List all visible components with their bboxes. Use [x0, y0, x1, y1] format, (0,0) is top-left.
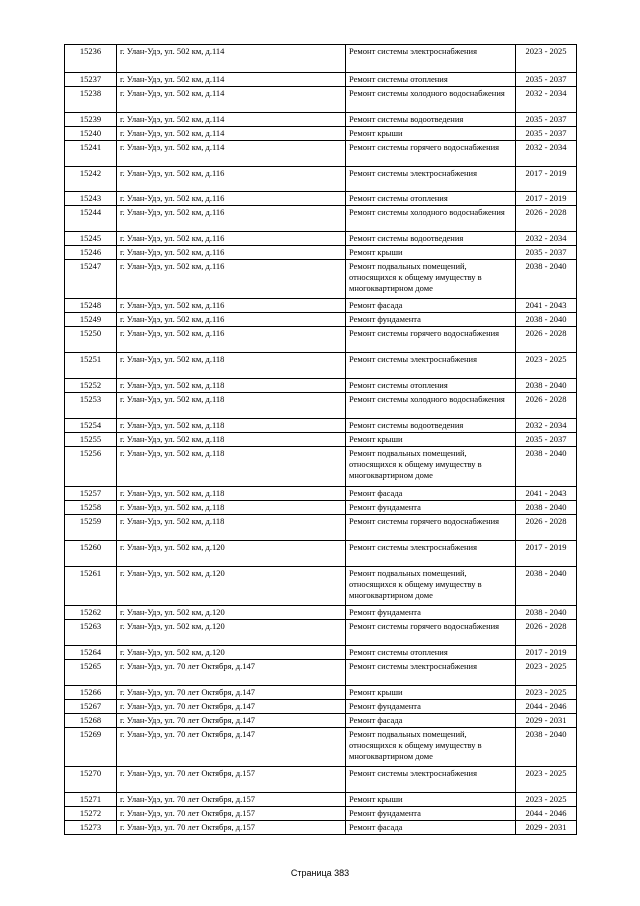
row-id: 15243 [65, 192, 117, 206]
row-work-type: Ремонт системы отопления [346, 646, 516, 660]
row-id: 15247 [65, 260, 117, 299]
row-work-type: Ремонт фасада [346, 821, 516, 835]
row-address: г. Улан-Удэ, ул. 502 км, д.116 [117, 313, 346, 327]
row-id: 15254 [65, 419, 117, 433]
row-period: 2026 - 2028 [516, 515, 577, 541]
table-row [65, 232, 577, 246]
row-id: 15250 [65, 327, 117, 353]
row-work-type: Ремонт крыши [346, 686, 516, 700]
table-row [65, 541, 577, 567]
row-id: 15249 [65, 313, 117, 327]
page-number: Страница 383 [290, 868, 350, 878]
table-body [65, 45, 577, 835]
table-row [65, 515, 577, 541]
row-address: г. Улан-Удэ, ул. 502 км, д.116 [117, 260, 346, 299]
row-id: 15236 [65, 45, 117, 73]
table-row [65, 767, 577, 793]
row-work-type: Ремонт системы холодного водоснабжения [346, 206, 516, 232]
row-address: г. Улан-Удэ, ул. 70 лет Октября, д.157 [117, 807, 346, 821]
table-row [65, 419, 577, 433]
row-period: 2026 - 2028 [516, 327, 577, 353]
row-address: г. Улан-Удэ, ул. 502 км, д.118 [117, 419, 346, 433]
row-period: 2017 - 2019 [516, 167, 577, 192]
table-row [65, 620, 577, 646]
table-row [65, 793, 577, 807]
table-row [65, 206, 577, 232]
row-id: 15265 [65, 660, 117, 686]
row-period: 2041 - 2043 [516, 299, 577, 313]
row-address: г. Улан-Удэ, ул. 502 км, д.116 [117, 232, 346, 246]
row-period: 2044 - 2046 [516, 700, 577, 714]
table-row [65, 606, 577, 620]
row-work-type: Ремонт системы холодного водоснабжения [346, 393, 516, 419]
row-id: 15251 [65, 353, 117, 379]
row-period: 2038 - 2040 [516, 567, 577, 606]
row-address: г. Улан-Удэ, ул. 502 км, д.120 [117, 620, 346, 646]
row-period: 2038 - 2040 [516, 260, 577, 299]
row-work-type: Ремонт крыши [346, 246, 516, 260]
row-work-type: Ремонт фасада [346, 487, 516, 501]
row-period: 2035 - 2037 [516, 113, 577, 127]
row-id: 15255 [65, 433, 117, 447]
row-address: г. Улан-Удэ, ул. 502 км, д.116 [117, 246, 346, 260]
row-work-type: Ремонт системы электроснабжения [346, 167, 516, 192]
row-id: 15260 [65, 541, 117, 567]
row-period: 2038 - 2040 [516, 379, 577, 393]
row-address: г. Улан-Удэ, ул. 502 км, д.118 [117, 379, 346, 393]
row-work-type: Ремонт крыши [346, 127, 516, 141]
table-row [65, 487, 577, 501]
row-address: г. Улан-Удэ, ул. 502 км, д.120 [117, 541, 346, 567]
row-work-type: Ремонт системы горячего водоснабжения [346, 327, 516, 353]
row-address: г. Улан-Удэ, ул. 502 км, д.118 [117, 515, 346, 541]
row-id: 15242 [65, 167, 117, 192]
row-id: 15272 [65, 807, 117, 821]
row-address: г. Улан-Удэ, ул. 70 лет Октября, д.147 [117, 660, 346, 686]
row-period: 2038 - 2040 [516, 728, 577, 767]
row-period: 2032 - 2034 [516, 87, 577, 113]
row-work-type: Ремонт фундамента [346, 501, 516, 515]
row-work-type: Ремонт системы электроснабжения [346, 767, 516, 793]
row-period: 2017 - 2019 [516, 192, 577, 206]
row-id: 15267 [65, 700, 117, 714]
table-row [65, 299, 577, 313]
row-address: г. Улан-Удэ, ул. 502 км, д.118 [117, 353, 346, 379]
table-row [65, 113, 577, 127]
row-address: г. Улан-Удэ, ул. 502 км, д.118 [117, 433, 346, 447]
row-address: г. Улан-Удэ, ул. 502 км, д.116 [117, 192, 346, 206]
row-id: 15257 [65, 487, 117, 501]
row-id: 15240 [65, 127, 117, 141]
row-work-type: Ремонт крыши [346, 433, 516, 447]
row-id: 15238 [65, 87, 117, 113]
row-id: 15237 [65, 73, 117, 87]
row-work-type: Ремонт системы электроснабжения [346, 541, 516, 567]
table-row [65, 379, 577, 393]
row-address: г. Улан-Удэ, ул. 70 лет Октября, д.157 [117, 793, 346, 807]
table-row [65, 567, 577, 606]
row-work-type: Ремонт крыши [346, 793, 516, 807]
table-row [65, 353, 577, 379]
row-period: 2044 - 2046 [516, 807, 577, 821]
row-period: 2029 - 2031 [516, 714, 577, 728]
row-address: г. Улан-Удэ, ул. 502 км, д.116 [117, 327, 346, 353]
row-work-type: Ремонт подвальных помещений, относящихся к общему имуществу в многоквартирном доме [346, 447, 516, 487]
row-period: 2035 - 2037 [516, 73, 577, 87]
row-work-type: Ремонт подвальных помещений, относящихся к общему имуществу в многоквартирном доме [346, 260, 516, 299]
row-id: 15246 [65, 246, 117, 260]
row-work-type: Ремонт системы отопления [346, 73, 516, 87]
row-address: г. Улан-Удэ, ул. 70 лет Октября, д.147 [117, 700, 346, 714]
row-address: г. Улан-Удэ, ул. 70 лет Октября, д.157 [117, 767, 346, 793]
row-work-type: Ремонт системы отопления [346, 379, 516, 393]
table-row [65, 73, 577, 87]
table-row [65, 246, 577, 260]
row-id: 15239 [65, 113, 117, 127]
row-period: 2017 - 2019 [516, 646, 577, 660]
row-work-type: Ремонт фундамента [346, 700, 516, 714]
row-id: 15268 [65, 714, 117, 728]
table-row [65, 327, 577, 353]
row-work-type: Ремонт системы электроснабжения [346, 45, 516, 73]
row-work-type: Ремонт системы горячего водоснабжения [346, 620, 516, 646]
row-address: г. Улан-Удэ, ул. 502 км, д.114 [117, 141, 346, 167]
table-row [65, 447, 577, 487]
row-period: 2026 - 2028 [516, 620, 577, 646]
row-work-type: Ремонт фасада [346, 299, 516, 313]
table-row [65, 127, 577, 141]
table-row [65, 393, 577, 419]
row-work-type: Ремонт системы горячего водоснабжения [346, 515, 516, 541]
table-row [65, 728, 577, 767]
row-id: 15273 [65, 821, 117, 835]
row-id: 15262 [65, 606, 117, 620]
row-period: 2038 - 2040 [516, 606, 577, 620]
row-work-type: Ремонт системы электроснабжения [346, 353, 516, 379]
table-row [65, 433, 577, 447]
table-row [65, 660, 577, 686]
row-id: 15256 [65, 447, 117, 487]
works-table [64, 44, 577, 835]
table-row [65, 45, 577, 73]
row-work-type: Ремонт фасада [346, 714, 516, 728]
row-work-type: Ремонт системы отопления [346, 192, 516, 206]
row-address: г. Улан-Удэ, ул. 502 км, д.114 [117, 127, 346, 141]
row-work-type: Ремонт системы водоотведения [346, 419, 516, 433]
table-row [65, 686, 577, 700]
row-work-type: Ремонт системы горячего водоснабжения [346, 141, 516, 167]
row-address: г. Улан-Удэ, ул. 502 км, д.118 [117, 501, 346, 515]
row-period: 2023 - 2025 [516, 353, 577, 379]
row-address: г. Улан-Удэ, ул. 502 км, д.114 [117, 113, 346, 127]
row-address: г. Улан-Удэ, ул. 502 км, д.116 [117, 299, 346, 313]
row-work-type: Ремонт системы водоотведения [346, 232, 516, 246]
row-work-type: Ремонт фундамента [346, 606, 516, 620]
row-period: 2032 - 2034 [516, 232, 577, 246]
row-id: 15270 [65, 767, 117, 793]
row-period: 2038 - 2040 [516, 447, 577, 487]
row-address: г. Улан-Удэ, ул. 502 км, д.118 [117, 447, 346, 487]
table-row [65, 192, 577, 206]
row-period: 2032 - 2034 [516, 419, 577, 433]
row-id: 15252 [65, 379, 117, 393]
row-work-type: Ремонт системы водоотведения [346, 113, 516, 127]
row-period: 2041 - 2043 [516, 487, 577, 501]
row-id: 15248 [65, 299, 117, 313]
row-work-type: Ремонт фундамента [346, 313, 516, 327]
row-id: 15269 [65, 728, 117, 767]
row-period: 2032 - 2034 [516, 141, 577, 167]
row-period: 2035 - 2037 [516, 246, 577, 260]
row-period: 2023 - 2025 [516, 686, 577, 700]
row-period: 2029 - 2031 [516, 821, 577, 835]
row-period: 2026 - 2028 [516, 393, 577, 419]
row-period: 2023 - 2025 [516, 45, 577, 73]
row-work-type: Ремонт подвальных помещений, относящихся к общему имуществу в многоквартирном доме [346, 567, 516, 606]
row-address: г. Улан-Удэ, ул. 502 км, д.118 [117, 487, 346, 501]
table-row [65, 501, 577, 515]
table-row [65, 714, 577, 728]
row-address: г. Улан-Удэ, ул. 502 км, д.116 [117, 167, 346, 192]
row-work-type: Ремонт фундамента [346, 807, 516, 821]
row-address: г. Улан-Удэ, ул. 502 км, д.120 [117, 606, 346, 620]
row-period: 2038 - 2040 [516, 501, 577, 515]
table-row [65, 260, 577, 299]
table-row [65, 87, 577, 113]
row-address: г. Улан-Удэ, ул. 70 лет Октября, д.147 [117, 714, 346, 728]
row-id: 15261 [65, 567, 117, 606]
row-id: 15271 [65, 793, 117, 807]
row-address: г. Улан-Удэ, ул. 502 км, д.114 [117, 87, 346, 113]
table-row [65, 167, 577, 192]
row-address: г. Улан-Удэ, ул. 70 лет Октября, д.147 [117, 728, 346, 767]
table-row [65, 821, 577, 835]
row-address: г. Улан-Удэ, ул. 70 лет Октября, д.147 [117, 686, 346, 700]
row-address: г. Улан-Удэ, ул. 502 км, д.116 [117, 206, 346, 232]
row-period: 2035 - 2037 [516, 127, 577, 141]
row-period: 2017 - 2019 [516, 541, 577, 567]
table-row [65, 807, 577, 821]
row-work-type: Ремонт системы холодного водоснабжения [346, 87, 516, 113]
row-id: 15241 [65, 141, 117, 167]
table-row [65, 700, 577, 714]
row-id: 15259 [65, 515, 117, 541]
table-row [65, 313, 577, 327]
row-period: 2023 - 2025 [516, 767, 577, 793]
row-period: 2023 - 2025 [516, 660, 577, 686]
row-address: г. Улан-Удэ, ул. 70 лет Октября, д.157 [117, 821, 346, 835]
row-id: 15244 [65, 206, 117, 232]
row-id: 15264 [65, 646, 117, 660]
row-id: 15253 [65, 393, 117, 419]
table-row [65, 141, 577, 167]
row-address: г. Улан-Удэ, ул. 502 км, д.114 [117, 73, 346, 87]
row-address: г. Улан-Удэ, ул. 502 км, д.118 [117, 393, 346, 419]
row-address: г. Улан-Удэ, ул. 502 км, д.120 [117, 646, 346, 660]
row-id: 15258 [65, 501, 117, 515]
row-id: 15266 [65, 686, 117, 700]
row-period: 2023 - 2025 [516, 793, 577, 807]
row-address: г. Улан-Удэ, ул. 502 км, д.114 [117, 45, 346, 73]
table-row [65, 646, 577, 660]
row-period: 2035 - 2037 [516, 433, 577, 447]
row-work-type: Ремонт подвальных помещений, относящихся к общему имуществу в многоквартирном доме [346, 728, 516, 767]
row-period: 2038 - 2040 [516, 313, 577, 327]
row-address: г. Улан-Удэ, ул. 502 км, д.120 [117, 567, 346, 606]
row-period: 2026 - 2028 [516, 206, 577, 232]
row-work-type: Ремонт системы электроснабжения [346, 660, 516, 686]
row-id: 15263 [65, 620, 117, 646]
row-id: 15245 [65, 232, 117, 246]
